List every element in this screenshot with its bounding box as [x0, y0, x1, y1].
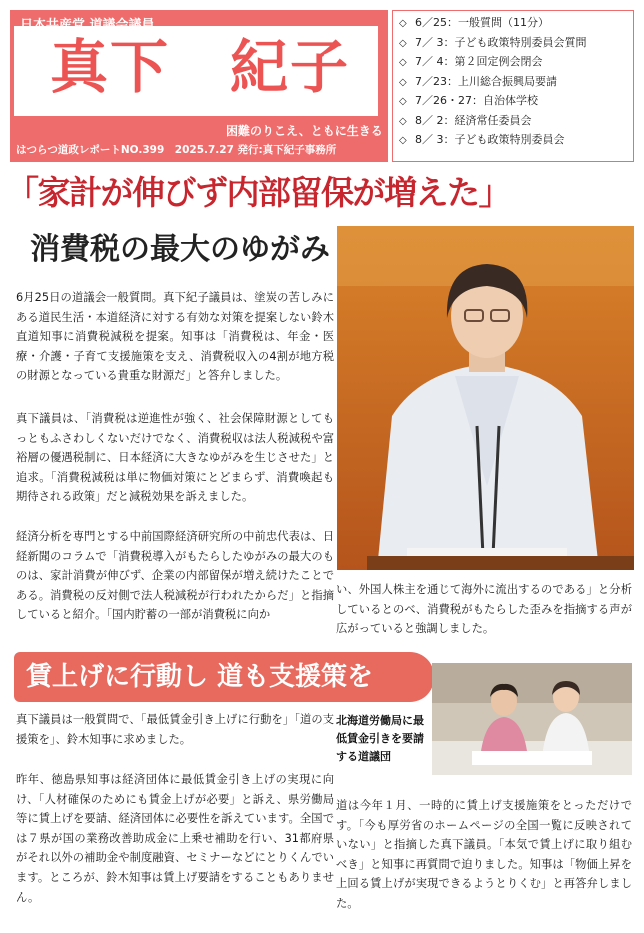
speaker-photo [337, 226, 634, 570]
headline: 「家計が伸びず内部留保が増えた」 [6, 173, 510, 212]
diamond-icon: ◇ [399, 76, 407, 88]
article-paragraph: 昨年、徳島県知事は経済団体に最低賃金引き上げの実現に向け、「人材確保のためにも賃金上げが必要」と訴え、県労働局等に賃上げを要請、経済団体に必要性を訴えています。全国では７県が国の業務改善助成金に上乗せ補助を行い、31都府県がそれ以外の補助金や制度融資、セミナーなどにとりくんでいます。ところが、鈴木知事は賃上げ要請をすることもありません。 [16, 773, 334, 904]
schedule-box [392, 10, 634, 162]
schedule-item: ◇ 8／ 2：経済常任委員会 [399, 112, 633, 132]
article-paragraph: 6月25日の道議会一般質問。真下紀子議員は、塗炭の苦しみにある道民生活・本道経済に対する有効な対策を提案しない鈴木直道知事に消費税減税を提案。知事は「消費税は、年金・医療・介護・子育て支援施策を支え、消費税収入の4割が地方税の財源となっている貴重な財源だ」と答弁しました。 [16, 291, 334, 383]
slogan: 困難のりこえ、ともに生きる [226, 124, 383, 138]
schedule-item: ◇ 7／23：上川総合振興局要請 [399, 73, 633, 93]
diamond-icon: ◇ [399, 57, 407, 68]
diamond-icon: ◇ [399, 18, 407, 29]
section-title: 賃上げに行動し 道も支援策を [26, 662, 374, 692]
subheadline: 消費税の最大のゆがみ [30, 232, 330, 267]
diamond-icon: ◇ [399, 37, 407, 49]
meeting-photo [432, 663, 632, 775]
schedule-item: ◇ 8／ 3：子ども政策特別委員会 [399, 131, 633, 151]
diamond-icon: ◇ [399, 96, 407, 107]
schedule-item: ◇ 7／ 3：子ども政策特別委員会質問 [399, 34, 633, 54]
schedule-item: ◇ 7／ 4：第２回定例会閉会 [399, 53, 633, 73]
report-info: はつらつ道政レポートNO.399 2025.7.27 発行:真下紀子事務所 [16, 144, 337, 156]
diamond-icon: ◇ [399, 115, 407, 127]
article-paragraph: い、外国人株主を通じて海外に流出するのである」と分析しているとのべ、消費税がもたらした歪みを指摘する声が広がっていると強調しました。 [336, 583, 632, 636]
article-paragraph: 真下議員は一般質問で、「最低賃金引き上げに行動を」「道の支援策を」、鈴木知事に求めました。 [16, 713, 334, 746]
schedule-item: ◇ 6／25：一般質問（11分） [399, 14, 633, 34]
schedule-item: ◇ 7／26・27：自治体学校 [399, 92, 633, 112]
article-paragraph: 道は今年１月、一時的に賃上げ支援施策をとっただけです。「今も厚労省のホームページの全国一覧に反映されていない」と指摘した真下議員。「本気で賃上げに取り組むべき」と知事に再質問で迫りました。知事は「物価上昇を上回る賃上げが実現できるようとりくむ」と再答弁しました。 [336, 799, 632, 910]
photo-caption: 北海道労働局に最低賃金引きを要請する道議団 [336, 714, 424, 763]
article-paragraph: 経済分析を専門とする中前国際経済研究所の中前忠代表は、日経新聞のコラムで「消費税導入がもたらしたゆがみの最大のものは、家計消費が伸びず、企業の内部留保が増え続けたことである。消費税の反対側で法人税減税が行われたからだ」と指摘していると紹介。「国内貯蓄の一部が消費税に向か [16, 530, 334, 622]
article-paragraph: 真下議員は、「消費税は逆進性が強く、社会保障財源としてもっともふさわしくないだけでなく、消費税収は法人税減税や富裕層の優遇税制に、日本経済に大きなゆがみを生じさせた」と追求。「消費税減税は単に物価対策にとどまらず、消費喚起も期待される政策」だと減税効果を訴えました。 [16, 412, 334, 504]
diamond-icon: ◇ [399, 135, 407, 146]
legislator-name: 真下 紀子 [50, 33, 351, 101]
